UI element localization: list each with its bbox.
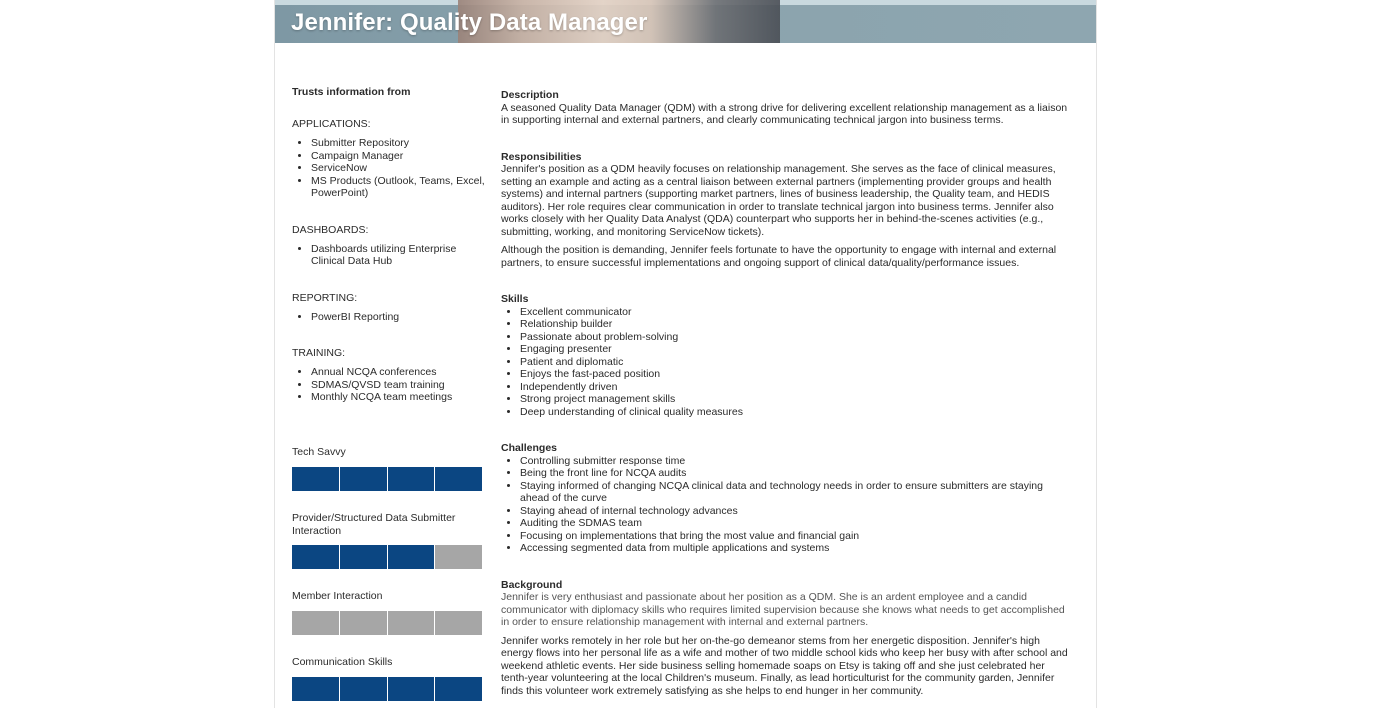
list-item: • Being the front line for NCQA audits bbox=[520, 467, 1071, 480]
group-list bbox=[292, 366, 492, 404]
meter-segment bbox=[388, 611, 436, 635]
meter-segment bbox=[388, 677, 436, 701]
group-list bbox=[292, 243, 492, 268]
meter-label: Tech Savvy bbox=[292, 446, 346, 458]
list-item: • Focusing on implementations that bring the most value and financial gain bbox=[520, 530, 1071, 543]
meter-member-interaction bbox=[292, 590, 482, 635]
meter-segment bbox=[292, 545, 340, 569]
meter-label: Communication Skills bbox=[292, 656, 393, 668]
responsibilities-section bbox=[501, 151, 1071, 270]
meter-label: Provider/Structured Data Submitter Interaction bbox=[292, 512, 456, 537]
group-label: REPORTING: bbox=[292, 291, 358, 304]
paragraph: Jennifer works remotely in her role but her on-the-go demeanor stems from her energetic disposition. Jennifer's high energy flows into her personal life as a wife and mother of two middle school kids who keep her busy with after school and weekend athletic events. Her side business selling homemade soaps on Etsy is taking off and she just celebrated her tenth-year volunteering at the local Children's museum. Finally, as lead horticulturist for the community garden, Jennifer finds this volunteer work extremely satisfying as she helps to end hunger in her community. bbox=[501, 634, 1068, 697]
description-section bbox=[501, 89, 1071, 127]
list-item: • Enjoys the fast-paced position bbox=[520, 368, 1071, 381]
section-heading: Responsibilities bbox=[501, 150, 582, 163]
group-list bbox=[292, 137, 492, 200]
challenges-section bbox=[501, 442, 1071, 555]
paragraph: Although the position is demanding, Jennifer feels fortunate to have the opportunity to engage with internal and external partners, to ensure successful implementations and ongoing support of clinical data/quality/performance issues. bbox=[501, 244, 1057, 269]
group-label: TRAINING: bbox=[292, 347, 346, 359]
persona-page bbox=[274, 0, 1097, 708]
meter-tech-savvy bbox=[292, 446, 482, 491]
meter-label: Member Interaction bbox=[292, 590, 383, 602]
paragraph: Jennifer is very enthusiast and passionate about her position as a QDM. She is an ardent employee and a candid communicator with diplomacy skills who requires limited supervision because she knows what needs to get accomplished in order to ensure relationship management with internal and external partners. bbox=[501, 591, 1065, 628]
meter-bar bbox=[292, 611, 482, 635]
list-item: • MS Products (Outlook, Teams, Excel, PowerPoint) bbox=[311, 175, 492, 200]
banner bbox=[275, 0, 1096, 43]
list-item: • Staying informed of changing NCQA clinical data and technology needs in order to ensure submitters are staying ahead of the curve bbox=[520, 480, 1071, 505]
group-label: APPLICATIONS: bbox=[292, 118, 371, 130]
meter-segment bbox=[340, 611, 388, 635]
list-item: • Deep understanding of clinical quality measures bbox=[520, 406, 1071, 419]
page-title: Jennifer: Quality Data Manager bbox=[291, 9, 648, 36]
meter-segment bbox=[340, 545, 388, 569]
list-item: • Auditing the SDMAS team bbox=[520, 517, 1071, 530]
challenges-list bbox=[501, 455, 1071, 555]
trust-heading: Trusts information from bbox=[292, 86, 411, 98]
meter-segment bbox=[435, 611, 482, 635]
group-training bbox=[292, 347, 492, 404]
list-item: • Controlling submitter response time bbox=[520, 455, 1071, 468]
description-text: A seasoned Quality Data Manager (QDM) with a strong drive for delivering excellent relationship management as a liaison in supporting internal and external partners, and clearly communicating technical jargon into business terms. bbox=[501, 101, 1068, 126]
list-item: • Annual NCQA conferences bbox=[311, 366, 492, 379]
meter-segment bbox=[292, 677, 340, 701]
meter-segment bbox=[435, 677, 482, 701]
group-applications bbox=[292, 118, 492, 200]
list-item: • PowerBI Reporting bbox=[311, 311, 492, 324]
list-item: • Relationship builder bbox=[520, 318, 1071, 331]
section-heading: Skills bbox=[501, 293, 529, 305]
meter-segment bbox=[292, 611, 340, 635]
meter-bar bbox=[292, 677, 482, 701]
meter-provider-interaction bbox=[292, 512, 482, 569]
list-item: • Staying ahead of internal technology advances bbox=[520, 505, 1071, 518]
list-item: • Excellent communicator bbox=[520, 306, 1071, 319]
meter-segment bbox=[388, 545, 436, 569]
list-item: • Dashboards utilizing Enterprise Clinical Data Hub bbox=[311, 243, 492, 268]
section-heading: Background bbox=[501, 578, 563, 591]
background-section bbox=[501, 579, 1071, 698]
paragraph: Jennifer's position as a QDM heavily focuses on relationship management. She serves as the face of clinical measures, setting an example and acting as a central liaison between external partners (implementing provider groups and health systems) and internal partners (supporting market partners, lines of business leadership, the Quality team, and HEDIS auditors). Her role requires clear communication in order to translate technical jargon into business terms. Jennifer also works closely with her Quality Data Analyst (QDA) counterpart who supports her in behind-the-scenes activities (e.g., submitting, working, and monitoring ServiceNow tickets). bbox=[501, 163, 1056, 238]
list-item: • Independently driven bbox=[520, 381, 1071, 394]
list-item: • Submitter Repository bbox=[311, 137, 492, 150]
meter-communication-skills bbox=[292, 656, 482, 701]
list-item: • Passionate about problem-solving bbox=[520, 331, 1071, 344]
meter-segment bbox=[435, 467, 482, 491]
list-item: • Accessing segmented data from multiple applications and systems bbox=[520, 542, 1071, 555]
meter-segment bbox=[435, 545, 482, 569]
list-item: • Strong project management skills bbox=[520, 393, 1071, 406]
meter-bar bbox=[292, 467, 482, 491]
list-item: • SDMAS/QVSD team training bbox=[311, 379, 492, 392]
meter-bar bbox=[292, 545, 482, 569]
group-dashboards bbox=[292, 224, 492, 268]
meter-segment bbox=[340, 677, 388, 701]
section-heading: Challenges bbox=[501, 442, 558, 454]
group-label: DASHBOARDS: bbox=[292, 223, 369, 236]
section-heading: Description bbox=[501, 89, 559, 101]
left-column bbox=[292, 86, 492, 428]
list-item: • Patient and diplomatic bbox=[520, 356, 1071, 369]
group-reporting bbox=[292, 292, 492, 324]
skills-section bbox=[501, 293, 1071, 418]
list-item: • Monthly NCQA team meetings bbox=[311, 391, 492, 404]
list-item: • Engaging presenter bbox=[520, 343, 1071, 356]
meter-segment bbox=[388, 467, 436, 491]
skills-list bbox=[501, 306, 1071, 419]
list-item: • Campaign Manager bbox=[311, 150, 492, 163]
meter-segment bbox=[292, 467, 340, 491]
meter-segment bbox=[340, 467, 388, 491]
list-item: • ServiceNow bbox=[311, 162, 492, 175]
right-column bbox=[501, 89, 1071, 708]
group-list bbox=[292, 311, 492, 324]
